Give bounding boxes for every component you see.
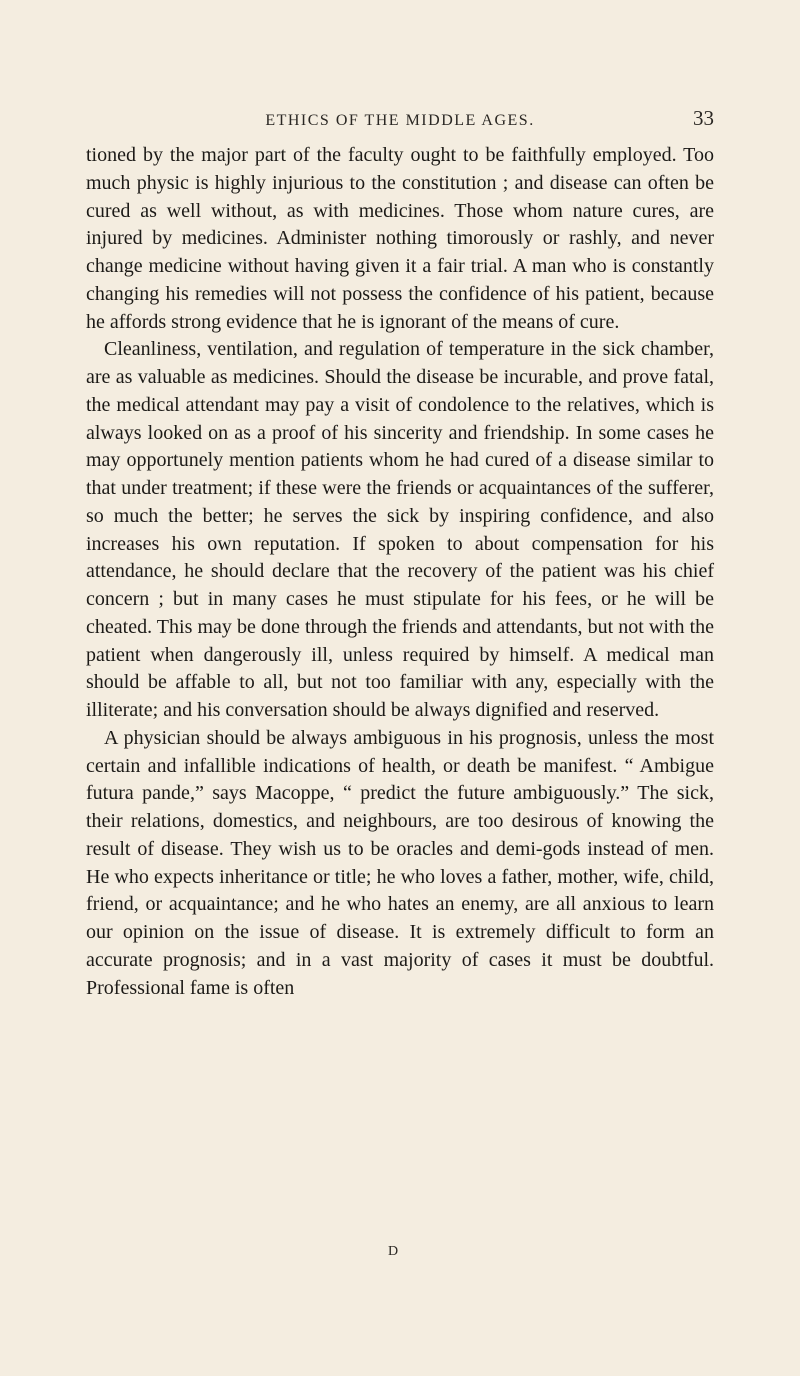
page-header [86, 106, 714, 136]
running-head: ETHICS OF THE MIDDLE AGES. [265, 112, 535, 129]
paragraph-3: A physician should be always ambiguous in his prognosis, unless the most certain and infallible indications of health, or death be manifest. “ Ambigue futura pande,” says Macoppe, “ predict the future ambiguously.” The sick, their relations, domestics, and neighbours, are too desirous of knowing the result of disease. They wish us to be oracles and demi-gods instead of men. He who expects inheritance or title; he who loves a father, mother, wife, child, friend, or acquaintance; and he who hates an enemy, are all anxious to learn our opinion on the issue of disease. It is extremely difficult to form an accurate prognosis; and in a vast majority of cases it must be doubtful. Professional fame is often [86, 726, 714, 999]
paragraph-2: Cleanliness, ventilation, and regulation of temperature in the sick chamber, are as valuable as medicines. Should the disease be incurable, and prove fatal, the medical attendant may pay a visit of condolence to the relatives, which is always looked on as a proof of his sincerity and friendship. In some cases he may opportunely mention patients whom he had cured of a disease similar to that under treatment; if these were the friends or acquaintances of the sufferer, so much the better; he serves the sick by inspiring confidence, and also increases his own reputation. If spoken to about compensation for his attendance, he should declare that the recovery of the patient was his chief concern ; but in many cases he must stipulate for his fees, or he will be cheated. This may be done through the friends and attendants, but not with the patient when dangerously ill, unless required by himself. A medical man should be affable to all, but not too familiar with any, especially with the illiterate; and his conversation should be always dignified and reserved. [86, 338, 714, 721]
paragraph-1: tioned by the major part of the faculty ought to be faithfully employed. Too much physic is highly injurious to the constitution ; and disease can often be cured as well without, as with medicines. Those whom nature cures, are injured by medicines. Administer nothing timorously or rashly, and never change medicine without having given it a fair trial. A man who is constantly changing his remedies will not possess the confidence of his patient, because he affords strong evidence that he is ignorant of the means of cure. [86, 144, 714, 333]
body-text [86, 142, 714, 1002]
page-number: 33 [693, 106, 714, 130]
signature-mark: D [388, 1244, 399, 1259]
